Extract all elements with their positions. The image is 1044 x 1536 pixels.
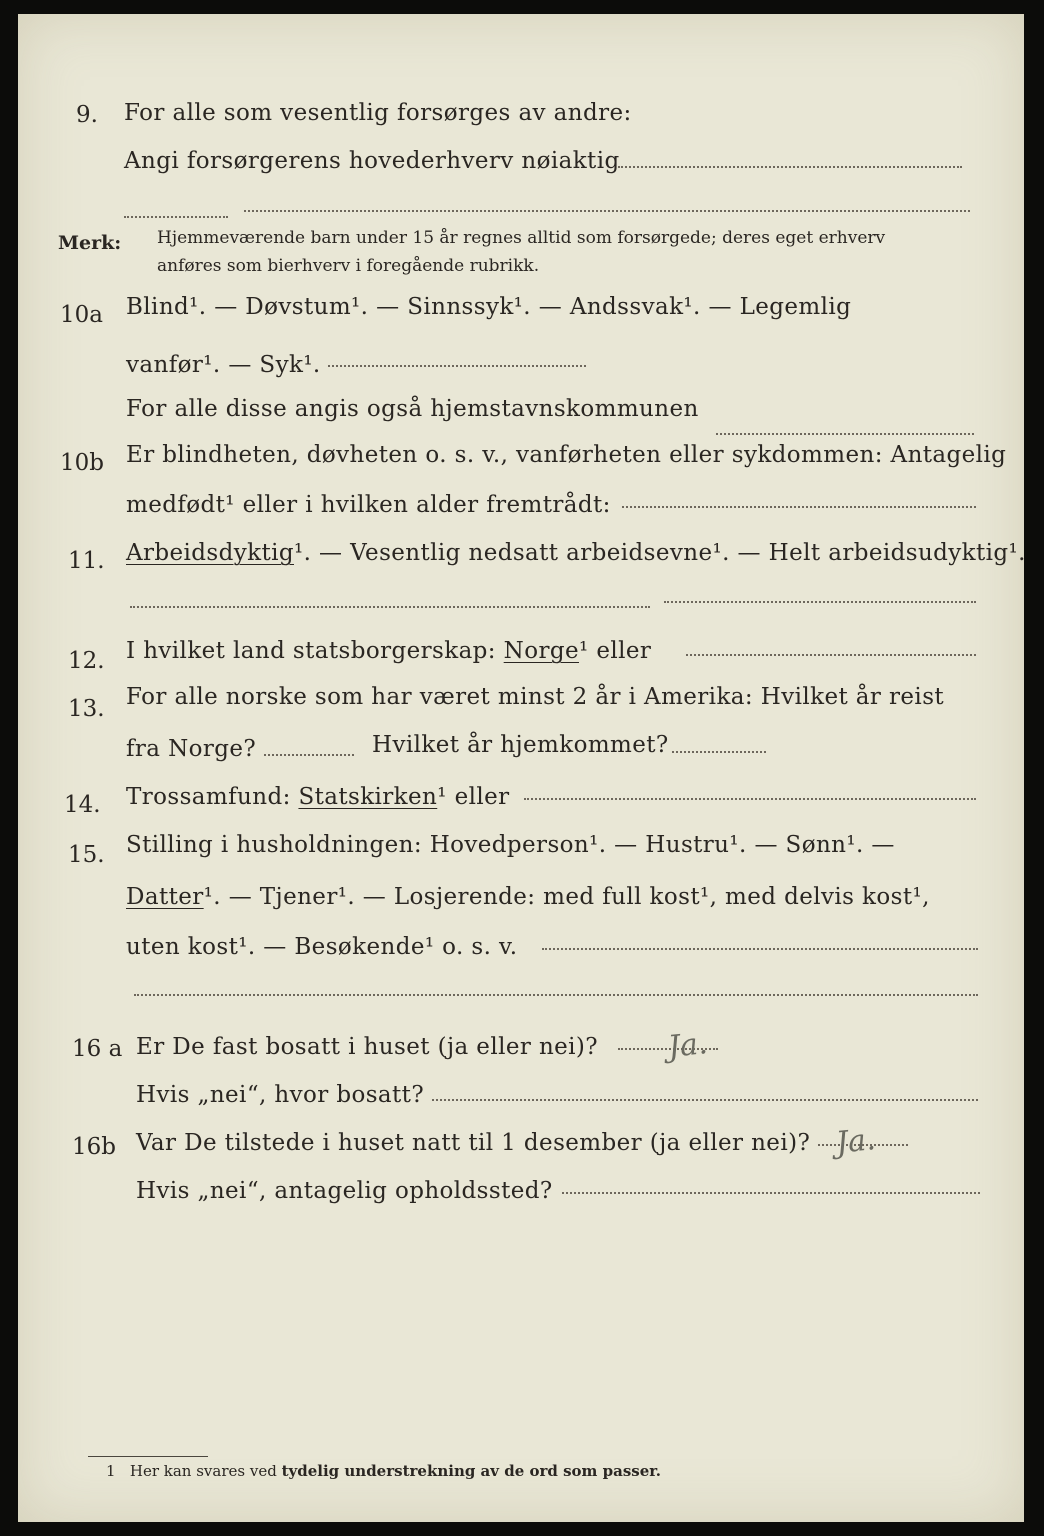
q16a-handwritten-answer: Ja. [666, 1026, 710, 1065]
q11-rest: ¹. — Vesentlig nedsatt arbeidsevne¹. — Helt arbeidsudyktig¹. [294, 540, 1026, 566]
q15-number: 15. [68, 842, 105, 868]
q13-line2a: fra Norge? [126, 736, 257, 762]
q12-pre: I hvilket land statsborgerskap: [126, 638, 504, 664]
q9-answer-line-2b[interactable] [244, 210, 970, 212]
q10a-number: 10a [60, 302, 103, 328]
q16a-line1: Er De fast bosatt i huset (ja eller nei)? [136, 1034, 599, 1060]
q16b-line1: Var De tilstede i huset natt til 1 desember (ja eller nei)? [136, 1130, 811, 1156]
q14-answer-line[interactable] [524, 798, 976, 800]
merk-line2: anføres som bierhverv i foregående rubrikk. [157, 256, 540, 276]
q10b-number: 10b [60, 450, 104, 476]
merk-line1: Hjemmeværende barn under 15 år regnes alltid som forsørgede; deres eget erhverv [157, 228, 886, 248]
footnote-rule [88, 1456, 208, 1457]
q11-answer-line-a[interactable] [130, 606, 650, 608]
q15-selected-answer: Datter [126, 884, 204, 910]
q13-number: 13. [68, 696, 105, 722]
q14-selected-answer: Statskirken [298, 784, 438, 810]
q15-line2-rest: ¹. — Tjener¹. — Losjerende: med full kost¹, med delvis kost¹, [203, 884, 930, 910]
footnote-plain: Her kan svares ved [129, 1462, 277, 1480]
q15-line1: Stilling i husholdningen: Hovedperson¹. — Hustru¹. — Sønn¹. — [126, 832, 895, 858]
merk-label: Merk: [58, 232, 122, 254]
q16b-number: 16b [72, 1134, 116, 1160]
q10a-line2: vanfør¹. — Syk¹. [126, 352, 321, 378]
q12-text [126, 638, 651, 664]
q9-line2: Angi forsørgerens hovederhverv nøiaktig [124, 148, 620, 174]
q13-line2b: Hvilket år hjemkommet? [372, 732, 669, 758]
q14-post: ¹ eller [437, 784, 510, 810]
q16a-line2: Hvis „nei“, hvor bosatt? [136, 1082, 425, 1108]
q11-answer-line-b[interactable] [664, 601, 976, 603]
q12-selected-answer: Norge [503, 638, 579, 664]
footnote-bold: tydelig understrekning av de ord som passer. [281, 1462, 662, 1480]
q10a-line1: Blind¹. — Døvstum¹. — Sinnssyk¹. — Andssvak¹. — Legemlig [126, 294, 852, 320]
q13-departure-year-line[interactable] [264, 754, 354, 756]
q14-pre: Trossamfund: [126, 784, 299, 810]
q13-line1: For alle norske som har været minst 2 år i Amerika: Hvilket år reist [126, 684, 945, 710]
q9-line1: For alle som vesentlig forsørges av andre: [124, 100, 632, 126]
q16a-residence-line[interactable] [432, 1099, 978, 1101]
q12-number: 12. [68, 648, 105, 674]
q14-number: 14. [64, 792, 101, 818]
q11-text [126, 540, 1026, 566]
q16b-line2: Hvis „nei“, antagelig opholdssted? [136, 1178, 553, 1204]
q10b-line1: Er blindheten, døvheten o. s. v., vanførheten eller sykdommen: Antagelig [126, 442, 1007, 468]
q11-number: 11. [68, 548, 105, 574]
q15-answer-line[interactable] [542, 948, 978, 950]
q14-text [126, 784, 510, 810]
q12-answer-line[interactable] [686, 654, 976, 656]
q11-selected-answer: Arbeidsdyktig [126, 540, 294, 566]
q13-return-year-line[interactable] [672, 751, 766, 753]
q16b-handwritten-answer: Ja. [834, 1122, 878, 1161]
q10b-line2: medfødt¹ eller i hvilken alder fremtrådt: [126, 492, 611, 518]
q9-answer-line-2a[interactable] [124, 216, 228, 218]
q10a-line3: For alle disse angis også hjemstavnskommunen [126, 396, 699, 422]
footnote [106, 1462, 661, 1480]
q9-number: 9. [76, 102, 98, 128]
q9-answer-line[interactable] [618, 166, 962, 168]
q10a-sick-answer-line[interactable] [328, 365, 586, 367]
census-form-page [18, 14, 1024, 1522]
q16a-number: 16 a [72, 1036, 123, 1062]
footnote-mark: 1 [106, 1462, 116, 1480]
q10a-municipality-answer-line[interactable] [716, 433, 974, 435]
q15-answer-line-2[interactable] [134, 994, 978, 996]
q16b-whereabouts-line[interactable] [562, 1192, 980, 1194]
q12-post: ¹ eller [578, 638, 652, 664]
q15-line3: uten kost¹. — Besøkende¹ o. s. v. [126, 934, 518, 960]
q15-line2 [126, 884, 930, 910]
q10b-answer-line[interactable] [622, 506, 976, 508]
